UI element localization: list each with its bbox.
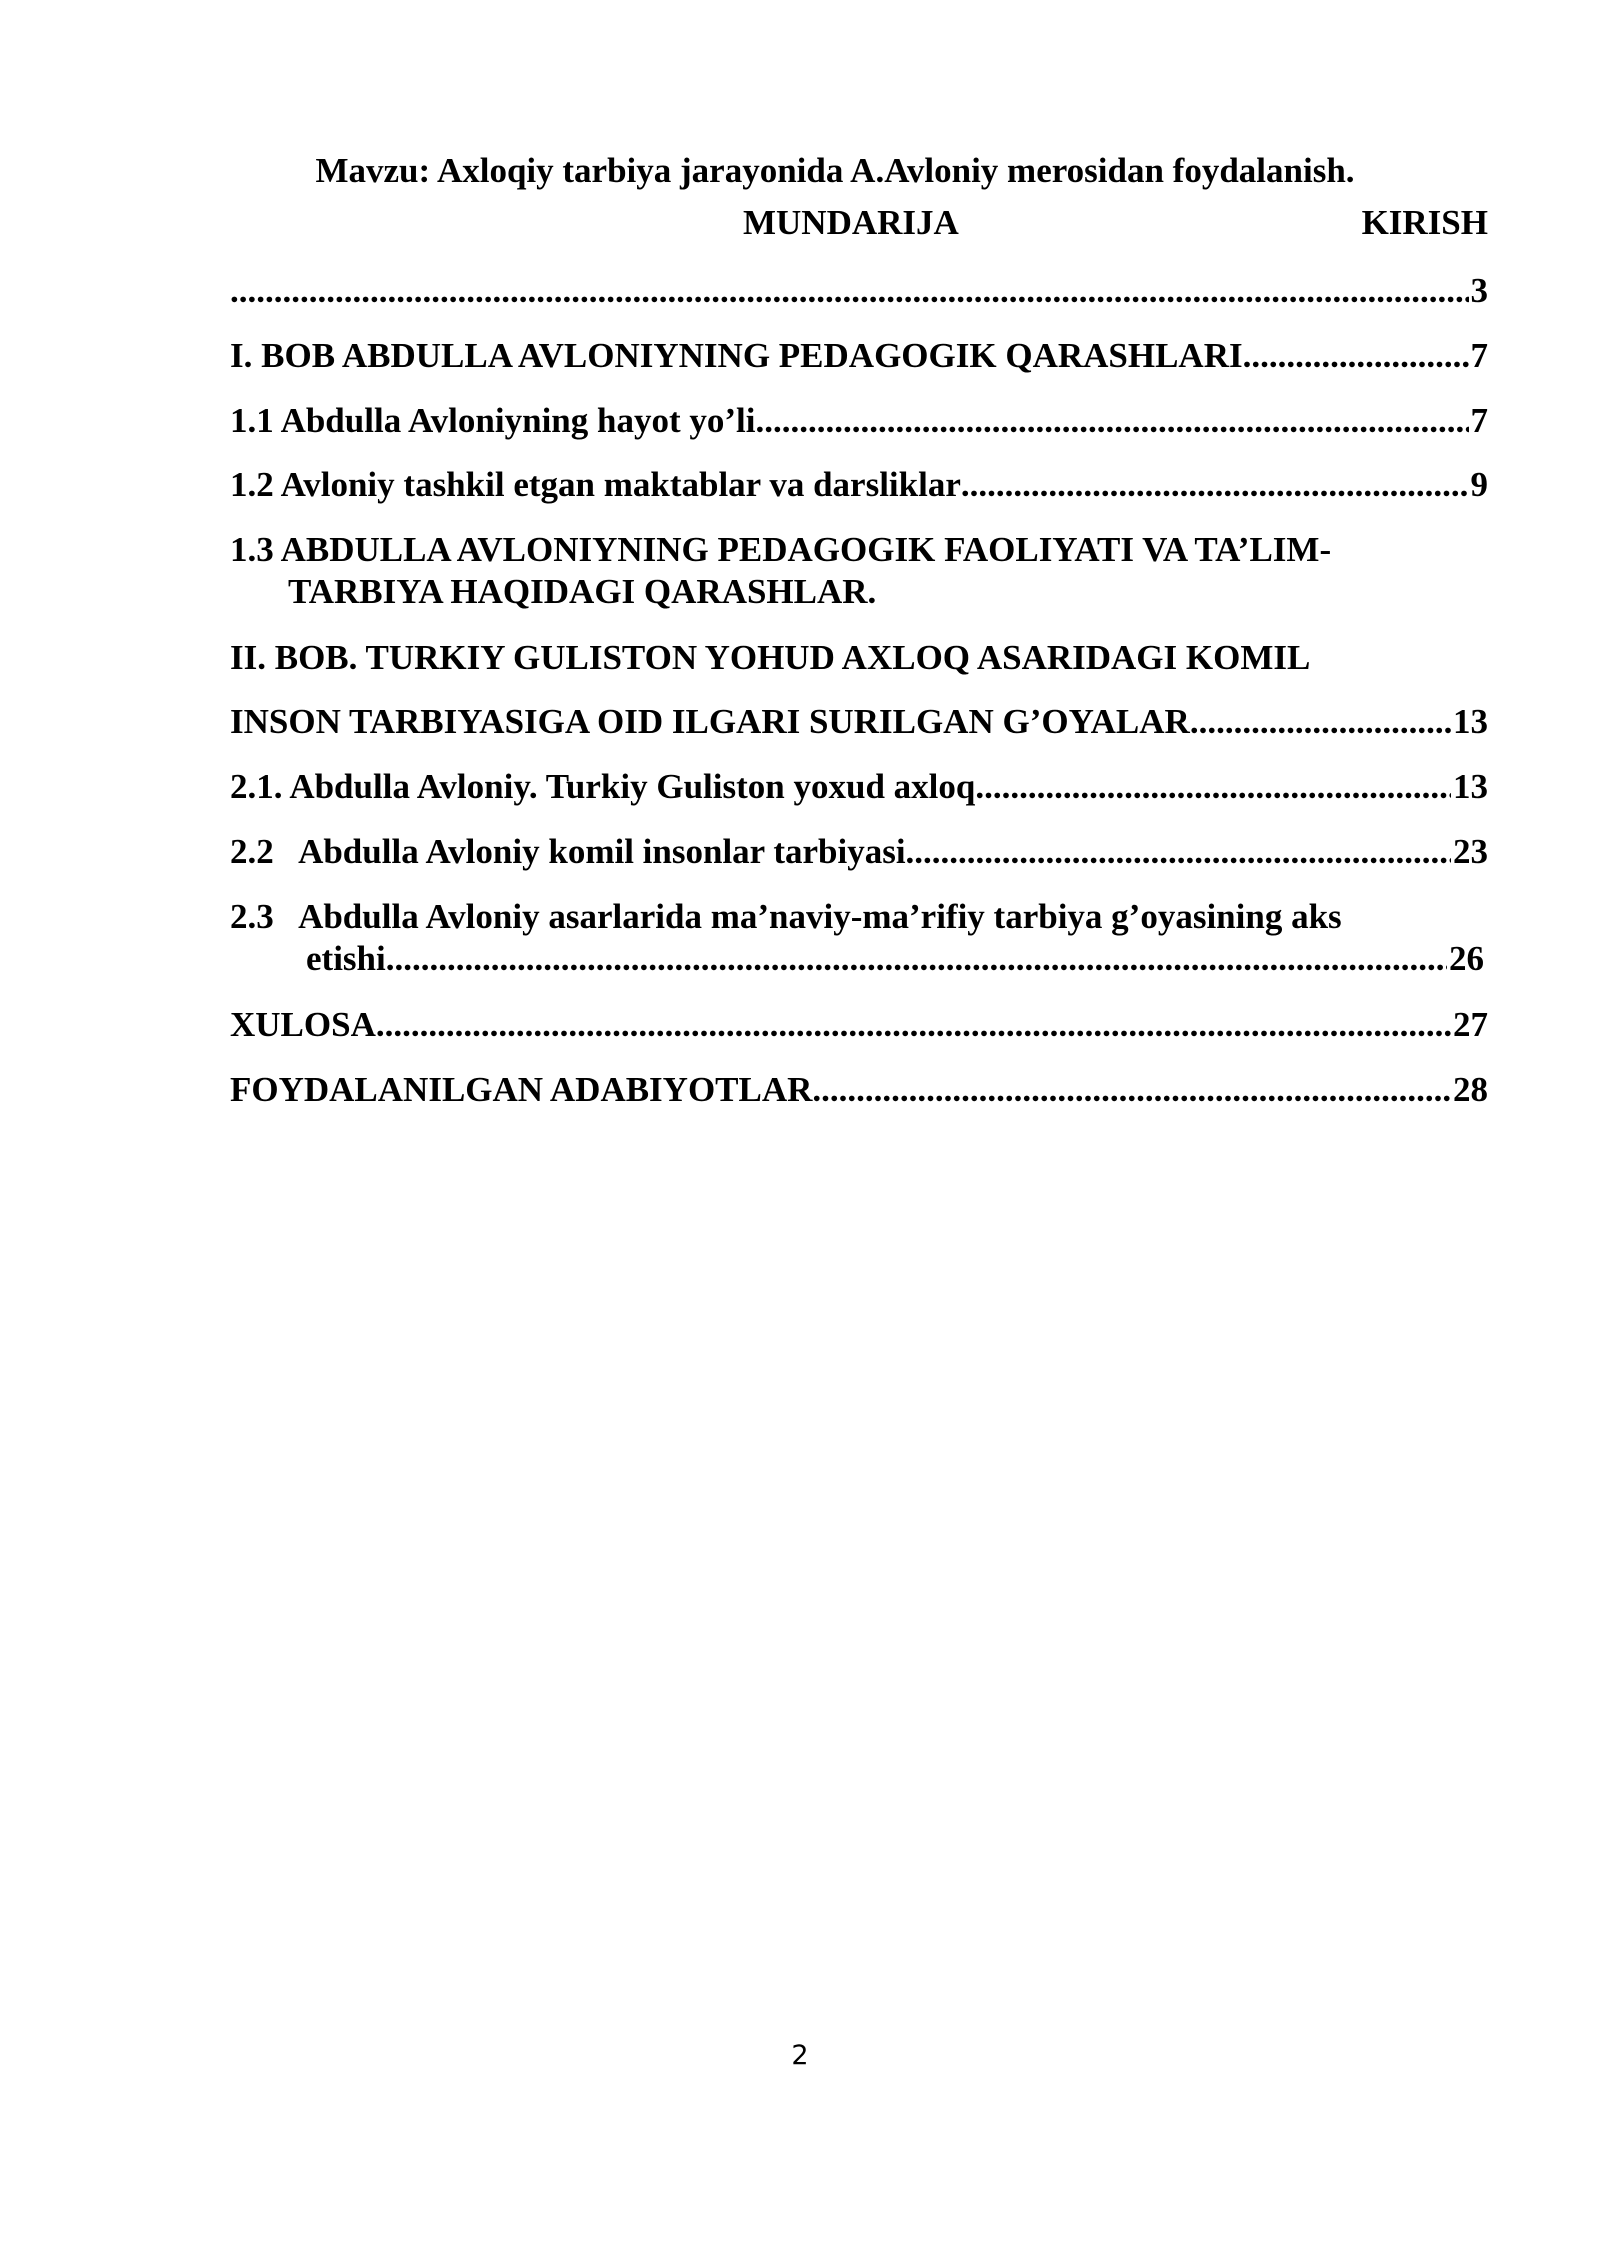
toc-entry bbox=[230, 1004, 1488, 1046]
page-number: 2 bbox=[791, 2040, 809, 2071]
toc-page-number: 28 bbox=[1453, 1070, 1488, 1109]
toc-entry bbox=[230, 464, 1488, 506]
toc-heading: MUNDARIJA bbox=[743, 203, 959, 242]
toc-page-number: 26 bbox=[1449, 939, 1484, 978]
toc-entry bbox=[230, 766, 1488, 808]
toc-entry-label: XULOSA bbox=[230, 1005, 376, 1044]
dot-leader bbox=[812, 1069, 1451, 1111]
toc-entry-continuation bbox=[230, 701, 1488, 743]
toc-entry-kirish-leader bbox=[230, 270, 1488, 312]
toc-entry bbox=[230, 1069, 1488, 1111]
toc-entry bbox=[230, 637, 1488, 679]
dot-leader bbox=[755, 400, 1468, 442]
toc-page-number: 7 bbox=[1470, 336, 1488, 375]
document-title: Mavzu: Axloqiy tarbiya jarayonida A.Avloniy merosidan foydalanish. bbox=[315, 151, 1355, 190]
toc-entry bbox=[230, 529, 1488, 571]
dot-leader bbox=[906, 831, 1451, 873]
toc-entry-label: 2.3 Abdulla Avloniy asarlarida ma’naviy-ma’rifiy tarbiya g’oyasining aks bbox=[230, 897, 1342, 936]
toc-entry-label: etishi bbox=[306, 939, 386, 978]
toc-entry-label: 1.1 Abdulla Avloniyning hayot yo’li bbox=[230, 401, 756, 440]
toc-page-number: 13 bbox=[1453, 767, 1488, 806]
toc-entry-continuation bbox=[306, 938, 1484, 980]
toc-entry-kirish-label: KIRISH bbox=[1361, 203, 1488, 242]
dot-leader bbox=[230, 270, 1469, 312]
dot-leader bbox=[1243, 335, 1469, 377]
toc-entry-label: 1.3 ABDULLA AVLONIYNING PEDAGOGIK FAOLIYATI VA TA’LIM- bbox=[230, 530, 1332, 569]
toc-entry-label: 1.2 Avloniy tashkil etgan maktablar va darsliklar bbox=[230, 465, 961, 504]
toc-heading-row bbox=[230, 202, 1488, 246]
toc-entry-continuation bbox=[288, 571, 1488, 613]
toc-entry-label: I. BOB ABDULLA AVLONIYNING PEDAGOGIK QARASHLARI bbox=[230, 336, 1243, 375]
toc-page-number: 7 bbox=[1470, 401, 1488, 440]
dot-leader bbox=[961, 464, 1469, 506]
toc-entry bbox=[230, 335, 1488, 377]
toc-entry-label: 2.2 Abdulla Avloniy komil insonlar tarbiyasi bbox=[230, 832, 906, 871]
toc-entry bbox=[230, 400, 1488, 442]
toc-entry bbox=[230, 896, 1488, 938]
dot-leader bbox=[376, 1004, 1451, 1046]
toc-entry-label: II. BOB. TURKIY GULISTON YOHUD AXLOQ ASARIDAGI KOMIL bbox=[230, 638, 1311, 677]
toc-entry-label: TARBIYA HAQIDAGI QARASHLAR. bbox=[288, 572, 877, 611]
toc-page-number: 27 bbox=[1453, 1005, 1488, 1044]
toc-entry bbox=[230, 831, 1488, 873]
dot-leader bbox=[386, 938, 1447, 980]
toc-entry-label: FOYDALANILGAN ADABIYOTLAR bbox=[230, 1070, 813, 1109]
dot-leader bbox=[975, 766, 1451, 808]
toc-entry-label: 2.1. Abdulla Avloniy. Turkiy Guliston yoxud axloq bbox=[230, 767, 976, 806]
toc-page-number: 9 bbox=[1470, 465, 1488, 504]
toc-page-number: 13 bbox=[1453, 702, 1488, 741]
toc-page-number: 3 bbox=[1470, 271, 1488, 310]
dot-leader bbox=[1190, 701, 1451, 743]
toc-entry-label: INSON TARBIYASIGA OID ILGARI SURILGAN G’OYALAR bbox=[230, 702, 1190, 741]
toc-page-number: 23 bbox=[1453, 832, 1488, 871]
